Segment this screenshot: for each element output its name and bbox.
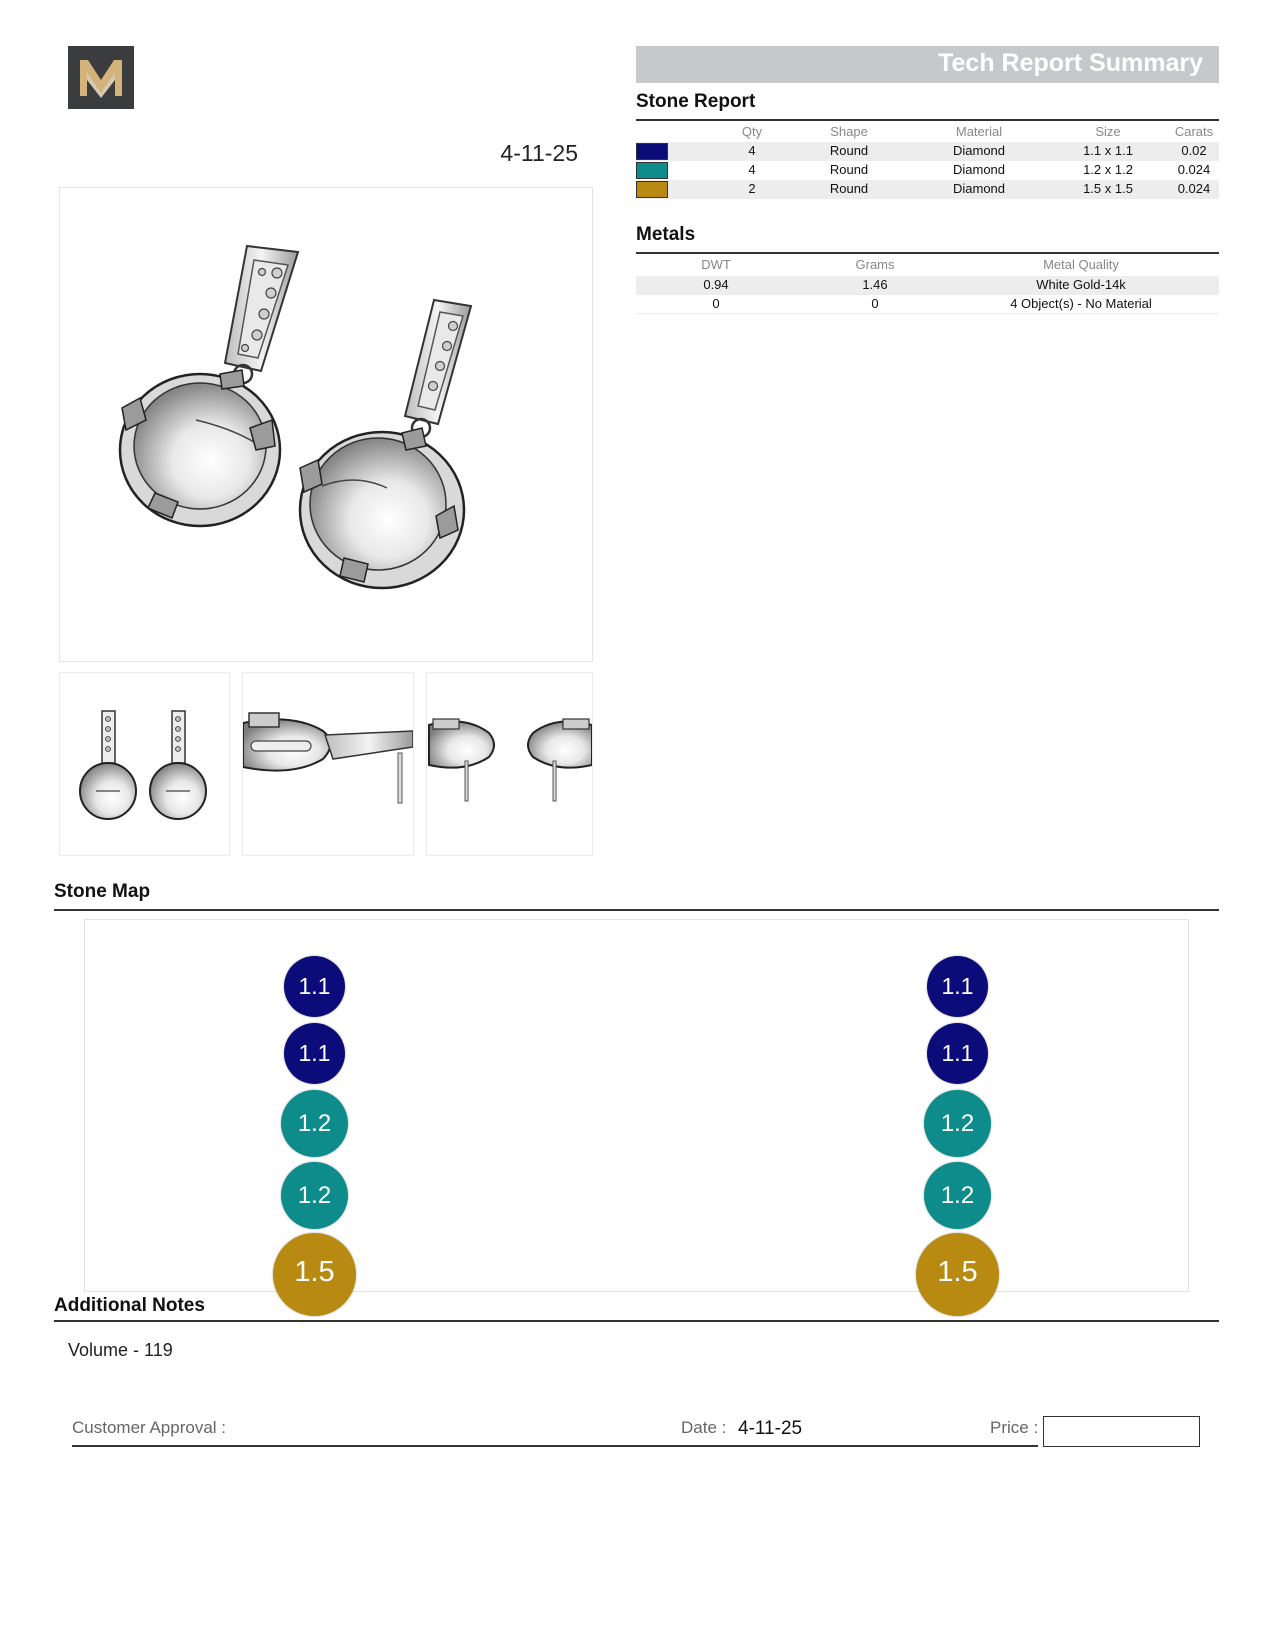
col-dwt-header: DWT bbox=[701, 257, 731, 272]
stone-marker-1-2[interactable]: 1.2 bbox=[924, 1090, 991, 1157]
earring-right bbox=[300, 300, 471, 588]
metals-divider bbox=[636, 252, 1219, 254]
stone-report-row bbox=[636, 161, 1219, 180]
stone-report-divider bbox=[636, 119, 1219, 121]
stone-report-title: Stone Report bbox=[636, 91, 756, 112]
stone-qty: 4 bbox=[748, 162, 756, 177]
stone-shape: Round bbox=[829, 143, 869, 158]
earring-left bbox=[120, 246, 298, 526]
stone-color-swatch bbox=[636, 162, 668, 179]
stone-material: Diamond bbox=[952, 181, 1006, 196]
stone-report-row bbox=[636, 142, 1219, 161]
metals-header-row bbox=[636, 256, 1219, 275]
stone-material: Diamond bbox=[952, 143, 1006, 158]
stone-color-swatch bbox=[636, 181, 668, 198]
price-label: Price : bbox=[990, 1418, 1039, 1437]
stone-size: 1.5 x 1.5 bbox=[1083, 181, 1133, 196]
metals-row bbox=[636, 276, 1219, 295]
approval-signature-line[interactable] bbox=[72, 1445, 1038, 1447]
stone-qty: 4 bbox=[748, 143, 756, 158]
stone-marker-1-2[interactable]: 1.2 bbox=[281, 1162, 348, 1229]
approval-date-label: Date : bbox=[681, 1418, 727, 1437]
document-date: 4-11-25 bbox=[500, 140, 578, 166]
stone-carats: 0.02 bbox=[1181, 143, 1207, 158]
stone-map-divider bbox=[54, 909, 1219, 911]
metals-row bbox=[636, 295, 1219, 314]
stone-size: 1.1 x 1.1 bbox=[1083, 143, 1133, 158]
stone-qty: 2 bbox=[748, 181, 756, 196]
col-material-header: Material bbox=[955, 124, 1003, 139]
thumbnail-side-view[interactable] bbox=[242, 672, 414, 856]
metal-quality: 4 Object(s) - No Material bbox=[1010, 296, 1152, 311]
metal-dwt: 0 bbox=[712, 296, 720, 311]
side-view-render bbox=[243, 673, 413, 855]
price-input-box[interactable] bbox=[1043, 1416, 1200, 1447]
main-render-view bbox=[59, 187, 593, 662]
additional-notes-divider bbox=[54, 1320, 1219, 1322]
stone-map-title: Stone Map bbox=[54, 881, 151, 902]
report-title: Tech Report Summary bbox=[938, 49, 1203, 77]
logo-m-mark bbox=[68, 46, 134, 109]
metal-dwt: 0.94 bbox=[703, 277, 729, 292]
company-logo bbox=[68, 46, 134, 109]
metal-quality: White Gold-14k bbox=[1036, 277, 1126, 292]
stone-color-swatch bbox=[636, 143, 668, 160]
stone-marker-1-5[interactable]: 1.5 bbox=[273, 1233, 356, 1316]
stone-shape: Round bbox=[829, 181, 869, 196]
stone-carats: 0.024 bbox=[1177, 181, 1211, 196]
stone-marker-1-1[interactable]: 1.1 bbox=[284, 1023, 345, 1084]
col-carats-header: Carats bbox=[1174, 124, 1214, 139]
col-metal-quality-header: Metal Quality bbox=[1043, 257, 1119, 272]
stone-marker-1-2[interactable]: 1.2 bbox=[924, 1162, 991, 1229]
stone-marker-1-2[interactable]: 1.2 bbox=[281, 1090, 348, 1157]
col-qty-header: Qty bbox=[741, 124, 763, 139]
customer-approval-label: Customer Approval : bbox=[72, 1418, 227, 1437]
col-grams-header: Grams bbox=[855, 257, 895, 272]
approval-date-value: 4-11-25 bbox=[738, 1418, 803, 1439]
metal-grams: 1.46 bbox=[862, 277, 888, 292]
stone-report-header-row bbox=[636, 123, 1219, 142]
thumbnail-profile-view[interactable] bbox=[426, 672, 593, 856]
stone-marker-1-1[interactable]: 1.1 bbox=[927, 1023, 988, 1084]
earrings-render bbox=[60, 188, 592, 661]
stone-map-panel bbox=[84, 919, 1189, 1292]
stone-marker-1-1[interactable]: 1.1 bbox=[284, 956, 345, 1017]
stone-marker-1-5[interactable]: 1.5 bbox=[916, 1233, 999, 1316]
additional-notes-text: Volume - 119 bbox=[68, 1340, 173, 1360]
col-shape-header: Shape bbox=[830, 124, 868, 139]
col-size-header: Size bbox=[1095, 124, 1121, 139]
report-title-banner bbox=[636, 46, 1219, 83]
additional-notes-title: Additional Notes bbox=[54, 1295, 205, 1316]
stone-marker-1-1[interactable]: 1.1 bbox=[927, 956, 988, 1017]
front-view-render bbox=[60, 673, 229, 855]
stone-report-row bbox=[636, 180, 1219, 199]
stone-shape: Round bbox=[829, 162, 869, 177]
metals-title: Metals bbox=[636, 224, 696, 245]
stone-carats: 0.024 bbox=[1177, 162, 1211, 177]
metal-grams: 0 bbox=[871, 296, 879, 311]
thumbnail-front-view[interactable] bbox=[59, 672, 230, 856]
stone-material: Diamond bbox=[952, 162, 1006, 177]
profile-view-render bbox=[427, 673, 592, 855]
stone-size: 1.2 x 1.2 bbox=[1083, 162, 1133, 177]
